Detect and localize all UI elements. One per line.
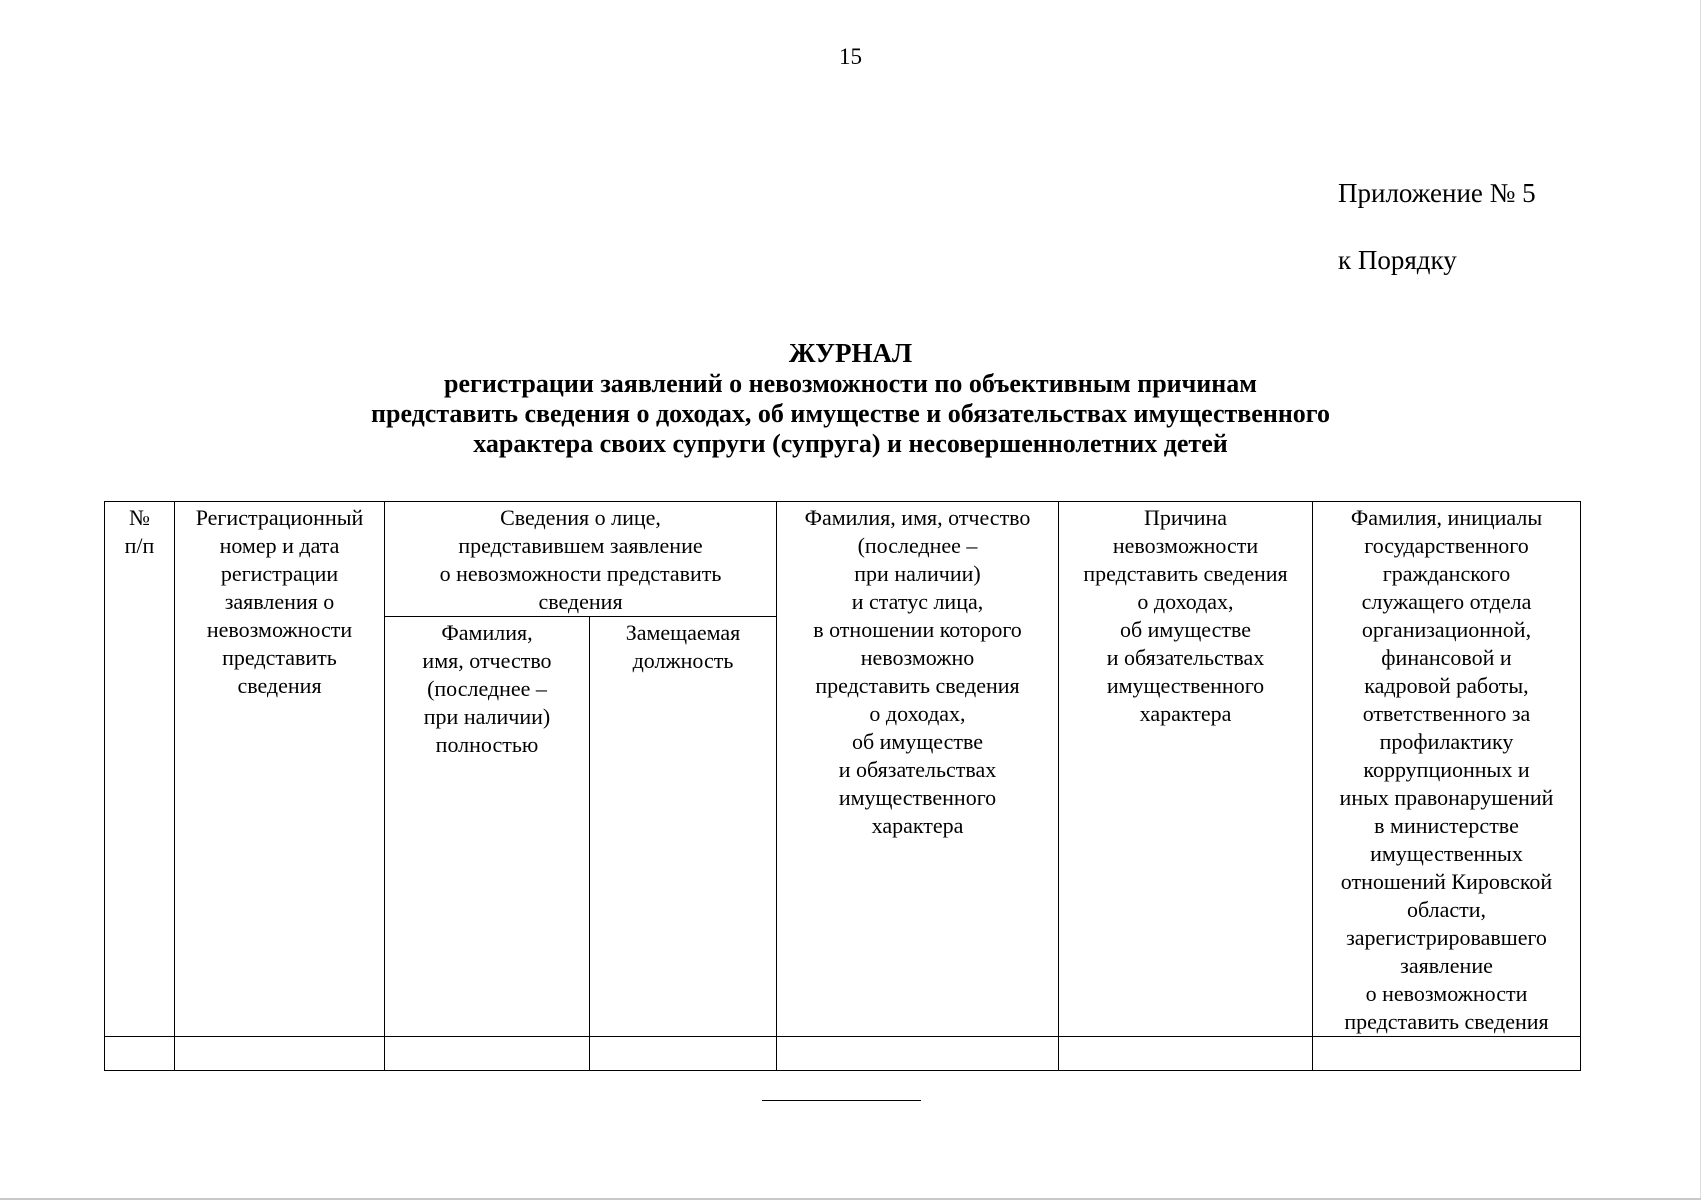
header-registering-officer: Фамилия, инициалы государственного гражданского служащего отдела организационной, финансовой и кадровой работы, ответственного за профилактику коррупционных и иных правонарушений в министерстве имущественных отношений Кировской области, зарегистрировавшего заявление о невозможности представить сведения xyxy=(1313,502,1581,1037)
journal-subtitle-line-3: характера своих супруги (супруга) и несовершеннолетних детей xyxy=(473,429,1228,458)
journal-subtitle-line-1: регистрации заявлений о невозможности по объективным причинам xyxy=(444,369,1257,398)
header-applicant-full-name: Фамилия, имя, отчество (последнее – при наличии) полностью xyxy=(385,617,590,1037)
journal-subtitle-line-2: представить сведения о доходах, об имуществе и обязательствах имущественного xyxy=(371,399,1330,428)
table-cell[interactable] xyxy=(105,1037,175,1071)
table-header-row xyxy=(105,502,1581,617)
table-cell[interactable] xyxy=(590,1037,777,1071)
journal-table xyxy=(104,501,1581,1071)
header-registration-number-date: Регистрационный номер и дата регистрации заявления о невозможности представить сведения xyxy=(175,502,385,1037)
table-cell[interactable] xyxy=(1313,1037,1581,1071)
journal-title xyxy=(0,338,1701,459)
table-cell[interactable] xyxy=(1059,1037,1313,1071)
header-reason: Причина невозможности представить сведения о доходах, об имуществе и обязательствах имущественного характера xyxy=(1059,502,1313,1037)
table-row xyxy=(105,1037,1581,1071)
header-applicant-info: Сведения о лице, представившем заявление о невозможности представить сведения xyxy=(385,502,777,617)
appendix-label: Приложение № 5 xyxy=(1338,178,1536,208)
table-cell[interactable] xyxy=(175,1037,385,1071)
appendix-reference: к Порядку xyxy=(1338,245,1457,275)
table-cell[interactable] xyxy=(777,1037,1059,1071)
header-number: № п/п xyxy=(105,502,175,1037)
table-cell[interactable] xyxy=(385,1037,590,1071)
journal-heading: ЖУРНАЛ xyxy=(788,338,913,368)
closing-rule xyxy=(762,1100,921,1101)
header-related-person: Фамилия, имя, отчество (последнее – при наличии) и статус лица, в отношении которого невозможно представить сведения о доходах, об имуществе и обязательствах имущественного характера xyxy=(777,502,1059,1037)
header-applicant-position: Замещаемая должность xyxy=(590,617,777,1037)
page-number: 15 xyxy=(839,44,862,69)
